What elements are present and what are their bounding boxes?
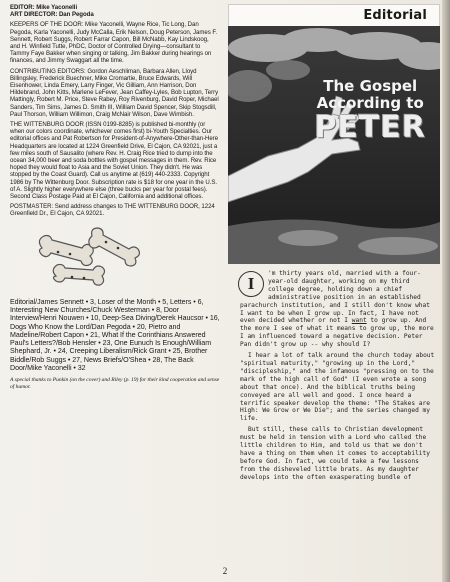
underlined-word: want bbox=[351, 317, 367, 325]
page-number: 2 bbox=[222, 566, 228, 576]
dog-bones-illustration bbox=[10, 222, 220, 292]
paragraph-1 bbox=[240, 270, 436, 349]
paragraph-1-text-a: 'm thirty years old, married with a four-year-old daughter, working on my third college degree, holding down a chief administrative position in an established parachurch institution, and I still don't know what I want to be when I grow up. In fact, I have not even decided whether or not I bbox=[240, 270, 430, 325]
article-title bbox=[314, 78, 426, 144]
section-label: Editorial bbox=[363, 8, 427, 23]
page-spine-edge bbox=[442, 0, 450, 582]
postmaster-notice: POSTMASTER: Send address changes to THE WITTENBURG DOOR, 1224 Greenfield Dr., El Cajon, CA 92021. bbox=[10, 203, 215, 218]
paragraph-1-text-b: to grow up. And the more I see of what it means to grow up, the more I am influenced toward a negative decision. Peter Pan didn't grow up -- why should I? bbox=[240, 317, 434, 349]
publication-info: THE WITTENBURG DOOR (ISSN 0199-8285) is published bi-monthly (or when our colors coordinate, whichever comes first) bi-Youth Specialties. Our editorial offices and Pat Robertson for President-of-Anywhere-Other-than-Here Headquarters are located at 1224 Greenfield Drive, El Cajon, CA 92021, just a few miles south of Sausalito (where Rev. H. Craig Rice tried to dump into the ocean 34,000 beer and soda bottles with gospel messages in them. Rev. Rice hoped they would float to Asia and the Soviet Union. They didn't. He was stopped by the Coast Guard). Call us anytime at (619) 440-2333. Copyright 1986 by The Wittenburg Door. Subscription rate is $18 for one year in the U.S. of A. Slightly higher everywhere else (three bucks per year for postal fees). Second Class Postage Paid at El Cajon, California and additional offices. bbox=[10, 121, 219, 201]
contributing-editors: CONTRIBUTING EDITORS: Gordon Aeschliman, Barbara Allen, Lloyd Billingsley, Frederick Buechner, Mike Cromartie, Bruce Edwards, Will Eisenhower, Linda Emery, Larry Finger, Vic Gilliam, Ann Harrison, Don Hildebrand, John Kitts, Marlene LeFever, Jean Caffey-Lyles, Bob Lupton, Terry Mattingly, Robert M. Price, Steve Rabey, Roy Rivenburg, David Roper, Michael Sanders, Tim Sims, James D. Smith III, William David Spencer, Skip Stogsdill, Paul Thorson, William Willimon, Craig McNair Wilson, Dave Wimbish. bbox=[10, 67, 219, 118]
section-header bbox=[228, 4, 440, 26]
keepers-of-the-door: KEEPERS OF THE DOOR: Mike Yaconelli, Wayne Rice, Tic Long, Dan Pegoda, Karla Yaconelli, Judy McCalla, Erik Nelson, Doug Peterson, James F. Sennett, Robert Suggs, Robert Farrar Capon, Bill McNabb, Kay Lindskoog, and H. Winfield Tutte, PhDC, Doctor of Controlled Drying—consultant to Tammy Faye Bakker when singing or talking, Jim Bakker during hearings on finances, and Jimmy Swaggart all the time. bbox=[10, 21, 218, 65]
title-line-2: According to bbox=[316, 94, 424, 112]
special-thanks: A special thanks to Punkin (on the cover) and Riley (p. 19) for their kind cooperation and sense of humor. bbox=[10, 377, 220, 390]
paragraph-3: But still, these calls to Christian development must be held in tension with a Lord who called the little children to Him, and told us that we don't have a thing on them when it comes to acceptability before God. In fact, we could take a few lessons from the disheveled little brats. As my daughter develops into the often exasperating bundle of bbox=[240, 426, 430, 481]
editorial-column bbox=[228, 4, 440, 485]
title-line-1: The Gospel bbox=[323, 77, 418, 95]
masthead-column bbox=[10, 4, 220, 393]
drop-cap: I bbox=[238, 271, 264, 297]
article-body bbox=[228, 270, 440, 482]
editor-credit: EDITOR: Mike Yaconelli bbox=[10, 4, 78, 11]
table-of-contents: Editorial/James Sennett • 3, Loser of the Month • 5, Letters • 6, Interesting New Churches/Chuck Westerman • 8, Door Interview/Henri Nouwen • 10, Deep-Sea Diving/Derek Haucsor • 16, Dogs Who Know the Lord/Dan Pegoda • 20, Pietro and Madeline/Robert Capon • 21, What If the Corinthians Answered Paul's Letters?/Bob Hensler • 23, One Eunuch Is Enough/William Shephard, Jr. • 24, Creeping Liberalism/Rick Grant • 25, Brother Biddle/Rob Suggs • 27, News Briefs/O'Shea • 28, The Back Door/Mike Yaconelli • 32 bbox=[10, 297, 220, 373]
title-line-3: PETER bbox=[314, 110, 426, 145]
art-director-credit: ART DIRECTOR: Dan Pegoda bbox=[10, 11, 94, 19]
paragraph-2: I hear a lot of talk around the church today about "spiritual maturity," "growing up in the Lord," "discipleship," and the infamous "pressing on to the mark of the high call of God" (I even wrote a song about that once). And the biblical truths being conveyed are all well and good. I once heard a terrific speaker develop the theme: "The Stakes are High: We Grow or We Die"; and the series changed my life. bbox=[240, 352, 435, 423]
editorial-illustration bbox=[228, 26, 440, 264]
